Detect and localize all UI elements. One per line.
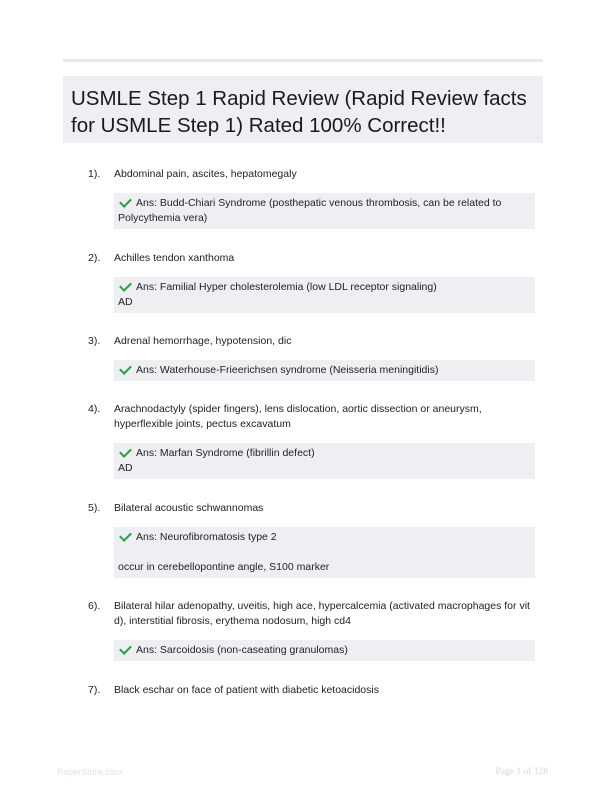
question-text: Arachnodactyly (spider fingers), lens dislocation, aortic dissection or aneurysm, hyperflexible joints, pectus excavatum [114,403,482,430]
checkmark-icon [119,642,132,655]
question-number: 1). [88,168,101,180]
answer-box [114,360,535,381]
question-text: Achilles tendon xanthoma [114,252,235,264]
question-text: Black eschar on face of patient with diabetic ketoacidosis [114,684,379,696]
title-banner [63,76,543,143]
answer-box [114,277,535,313]
question-number: 7). [88,684,101,696]
answer-note: occur in cerebellopontine angle, S100 marker [118,561,330,573]
question-text: Bilateral hilar adenopathy, uveitis, high ace, hypercalcemia (activated macrophages for vit d), interstitial fibrosis, erythema nodosum, high cd4 [114,600,530,627]
answer-box [114,443,535,479]
checkmark-icon [119,279,132,292]
answer-text: Ans: Marfan Syndrome (fibrillin defect) [136,447,315,459]
footer-watermark: PaperStore.com [57,767,123,777]
page-number: Page 1 of 128 [495,767,548,777]
answer-text: Ans: Neurofibromatosis type 2 [136,531,277,543]
answer-text: Ans: Waterhouse-Frieerichsen syndrome (Neisseria meningitidis) [136,364,439,376]
question-number: 5). [88,502,101,514]
answer-box [114,527,535,578]
question-text: Adrenal hemorrhage, hypotension, dic [114,335,292,347]
checkmark-icon [119,195,132,208]
question-text: Abdominal pain, ascites, hepatomegaly [114,168,297,180]
document-title: USMLE Step 1 Rapid Review (Rapid Review facts for USMLE Step 1) Rated 100% Correct!! [71,87,527,137]
question-number: 2). [88,252,101,264]
answer-box [114,640,535,661]
checkmark-icon [119,445,132,458]
checkmark-icon [119,529,132,542]
answer-text: Ans: Budd-Chiari Syndrome (posthepatic venous thrombosis, can be related to Polycythemia vera) [118,197,502,224]
top-divider [63,59,543,62]
question-number: 6). [88,600,101,612]
answer-note: AD [118,296,133,308]
answer-text: Ans: Familial Hyper cholesterolemia (low LDL receptor signaling) [136,281,437,293]
checkmark-icon [119,362,132,375]
question-text: Bilateral acoustic schwannomas [114,502,264,514]
question-number: 4). [88,403,101,415]
answer-box [114,193,535,229]
answer-note: AD [118,462,133,474]
question-number: 3). [88,335,101,347]
answer-text: Ans: Sarcoidosis (non-caseating granulomas) [136,644,348,656]
